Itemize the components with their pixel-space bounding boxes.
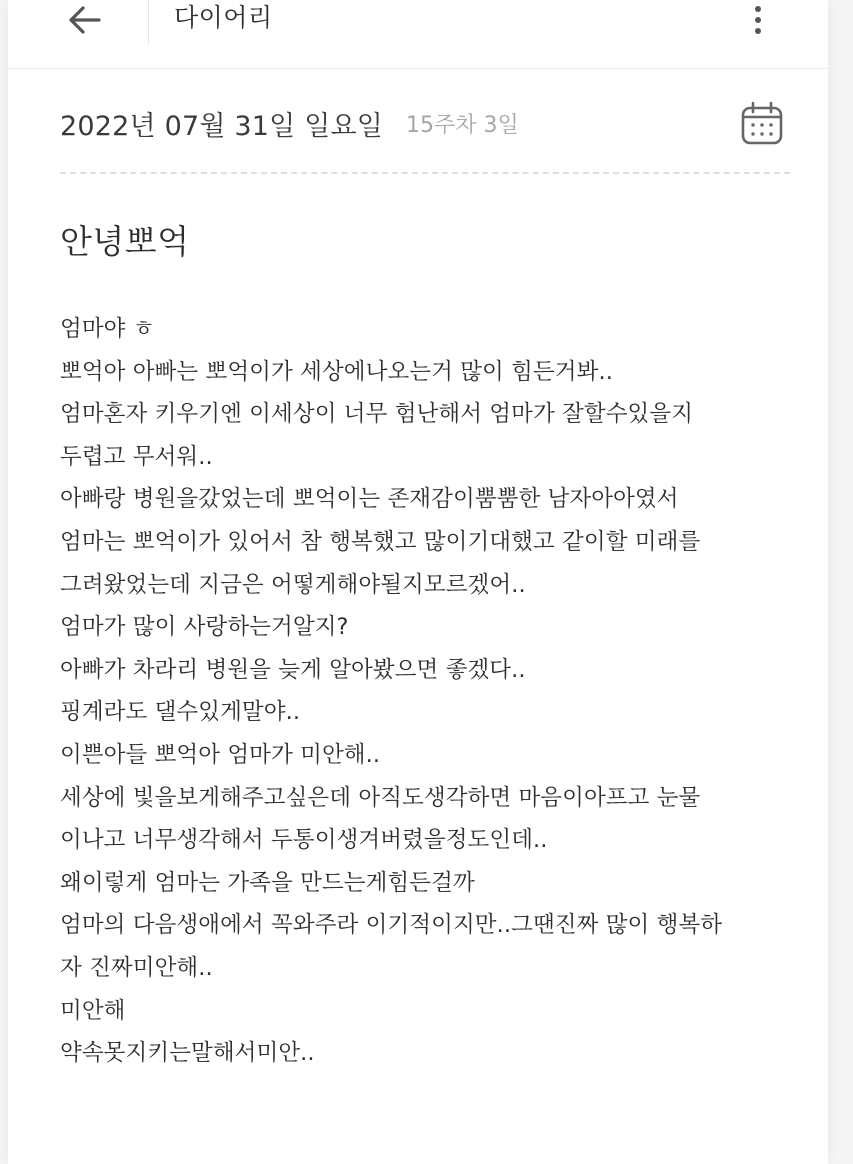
entry-date: 2022년 07월 31일 일요일 <box>60 111 384 142</box>
section-divider <box>60 172 790 174</box>
entry-line: 미안해 <box>60 997 126 1024</box>
calendar-button[interactable] <box>740 100 784 146</box>
entry-body <box>60 308 800 1075</box>
entry-date-row <box>60 100 800 148</box>
entry-line: 약속못지키는말해서미안.. <box>60 1040 315 1067</box>
entry-line: 엄마가 많이 사랑하는거알지? <box>60 614 349 641</box>
more-vertical-icon <box>755 6 761 12</box>
entry-line: 왜이렇게 엄마는 가족을 만드는게힘든걸까 <box>60 869 475 896</box>
entry-line: 엄마의 다음생애에서 꼭와주라 이기적이지만..그땐진짜 많이 행복하 <box>60 912 723 939</box>
top-app-bar <box>8 0 828 69</box>
diary-screen <box>8 0 828 1164</box>
entry-line: 두렵고 무서워.. <box>60 443 213 470</box>
entry-line: 이나고 너무생각해서 두통이생겨버렸을정도인데.. <box>60 827 548 854</box>
entry-line: 엄마는 뽀억이가 있어서 참 행복했고 많이기대했고 같이할 미래를 <box>60 528 701 555</box>
arrow-left-icon <box>65 4 103 36</box>
entry-line: 자 진짜미안해.. <box>60 954 213 981</box>
entry-line: 핑계라도 댈수있게말야.. <box>60 699 301 726</box>
back-button[interactable] <box>60 0 108 40</box>
entry-line: 아빠가 차라리 병원을 늦게 알아봤으면 좋겠다.. <box>60 656 526 683</box>
header-divider <box>148 0 149 44</box>
entry-line: 세상에 빛을보게해주고싶은데 아직도생각하면 마음이아프고 눈물 <box>60 784 701 811</box>
entry-line: 이쁜아들 뽀억아 엄마가 미안해.. <box>60 741 381 768</box>
entry-line: 엄마혼자 키우기엔 이세상이 너무 험난해서 엄마가 잘할수있을지 <box>60 401 694 428</box>
more-options-button[interactable] <box>742 0 774 40</box>
entry-line: 아빠랑 병원을갔었는데 뽀억이는 존재감이뿜뿜한 남자아아였서 <box>60 486 679 513</box>
entry-line: 뽀억아 아빠는 뽀억이가 세상에나오는거 많이 힘든거봐.. <box>60 358 613 385</box>
entry-title: 안녕뽀억 <box>60 222 190 261</box>
calendar-icon <box>740 100 784 146</box>
page-title: 다이어리 <box>174 3 273 32</box>
more-vertical-icon-dot <box>755 17 761 23</box>
entry-line: 엄마야 ㅎ <box>60 316 155 342</box>
entry-week-count: 15주차 3일 <box>406 113 519 138</box>
more-vertical-icon-dot <box>755 28 761 34</box>
entry-line: 그려왔었는데 지금은 어떻게해야될지모르겠어.. <box>60 571 526 598</box>
